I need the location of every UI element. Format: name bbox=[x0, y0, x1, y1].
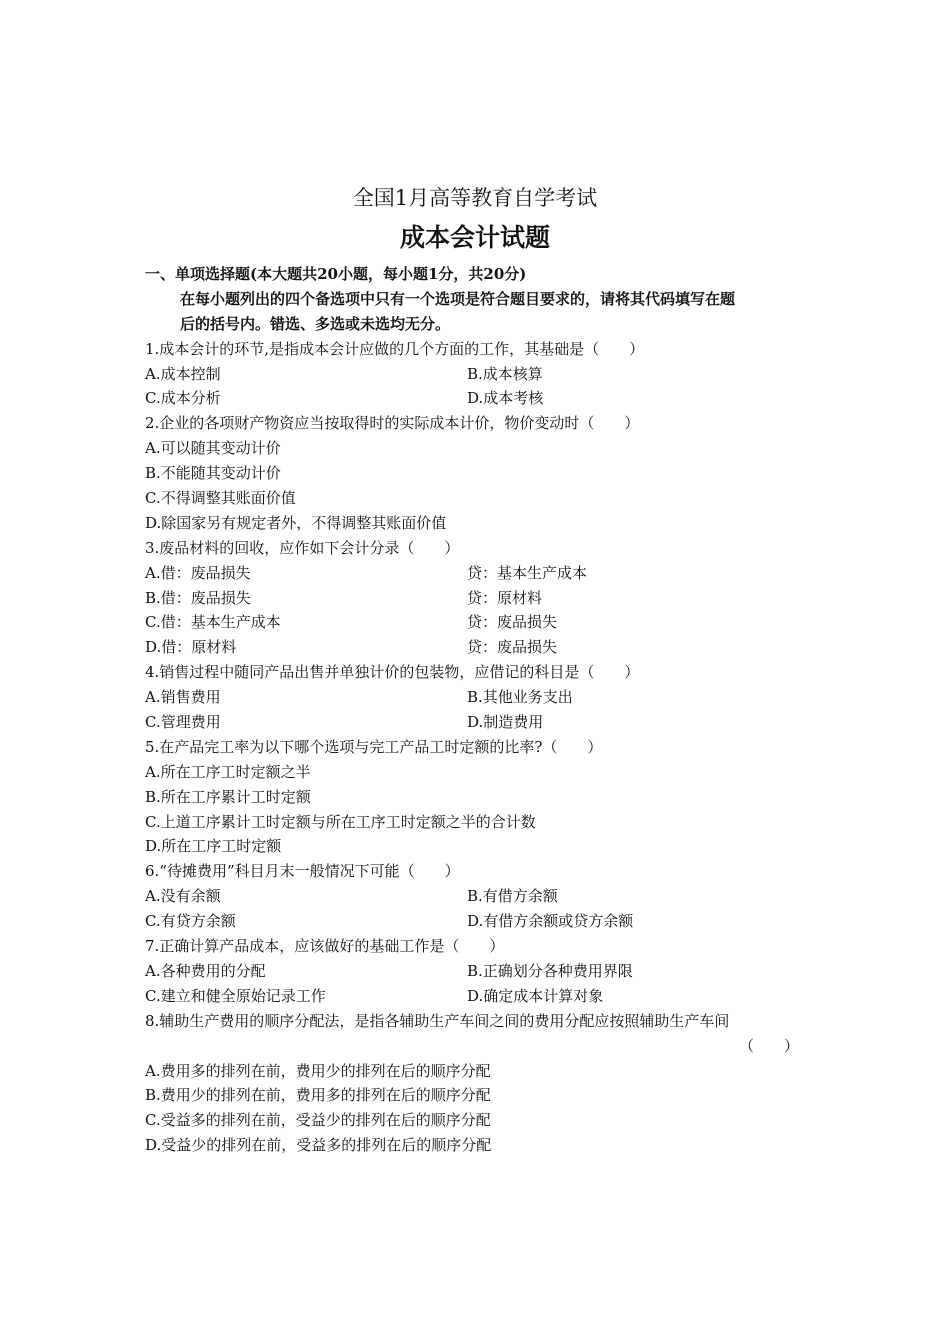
option-a: A.所在工序工时定额之半 bbox=[145, 762, 311, 781]
option-c: C.成本分析 bbox=[145, 389, 221, 408]
question-stem: 7.正确计算产品成本，应该做好的基础工作是（ ） bbox=[145, 937, 505, 956]
question-stem: 5.在产品完工率为以下哪个选项与完工产品工时定额的比率?（ ） bbox=[145, 737, 603, 756]
section-heading: 一、单项选择题(本大题共20小题，每小题1分，共20分) bbox=[145, 265, 527, 283]
option-c: C.有贷方余额 bbox=[145, 912, 236, 931]
option-a: A.借：废品损失 bbox=[145, 563, 251, 582]
option-b: B.成本核算 bbox=[467, 364, 543, 383]
question-stem: 3.废品材料的回收，应作如下会计分录（ ） bbox=[145, 538, 460, 557]
option-d: D.除国家另有规定者外，不得调整其账面价值 bbox=[145, 513, 447, 532]
section-instruction: 后的括号内。错选、多选或未选均无分。 bbox=[180, 314, 451, 333]
option-c: C.受益多的排列在前，受益少的排列在后的顺序分配 bbox=[145, 1111, 491, 1130]
option-a: A.可以随其变动计价 bbox=[145, 439, 281, 458]
option-c-credit: 贷：废品损失 bbox=[467, 613, 558, 632]
option-b: B.费用少的排列在前，费用多的排列在后的顺序分配 bbox=[145, 1086, 491, 1105]
option-row bbox=[145, 959, 805, 984]
option-c: C.管理费用 bbox=[145, 713, 221, 732]
option-row bbox=[145, 710, 805, 735]
option-b: B.正确划分各种费用界限 bbox=[467, 961, 633, 980]
option-d: D.确定成本计算对象 bbox=[467, 986, 604, 1005]
section-instruction: 在每小题列出的四个备选项中只有一个选项是符合题目要求的，请将其代码填写在题 bbox=[180, 289, 736, 308]
option-row bbox=[145, 685, 805, 710]
option-d: D.借：原材料 bbox=[145, 638, 237, 657]
option-a: A.各种费用的分配 bbox=[145, 961, 266, 980]
option-row bbox=[145, 635, 805, 660]
option-a-credit: 贷：基本生产成本 bbox=[467, 563, 588, 582]
option-b: B.所在工序累计工时定额 bbox=[145, 787, 311, 806]
exam-title: 全国1月高等教育自学考试 bbox=[352, 186, 598, 210]
question-stem: 1.成本会计的环节,是指成本会计应做的几个方面的工作，其基础是（ ） bbox=[145, 339, 645, 358]
subject-title: 成本会计试题 bbox=[399, 223, 550, 252]
option-d: D.有借方余额或贷方余额 bbox=[467, 912, 634, 931]
option-d-credit: 贷：废品损失 bbox=[467, 638, 558, 657]
option-a: A.成本控制 bbox=[145, 364, 221, 383]
question-stem: 4.销售过程中随同产品出售并单独计价的包装物，应借记的科目是（ ） bbox=[145, 663, 640, 682]
option-row bbox=[145, 561, 805, 586]
option-row bbox=[145, 884, 805, 909]
option-b: B.不能随其变动计价 bbox=[145, 464, 281, 483]
question-stem: 2.企业的各项财产物资应当按取得时的实际成本计价，物价变动时（ ） bbox=[145, 414, 640, 433]
option-c: C.不得调整其账面价值 bbox=[145, 489, 296, 508]
option-c: C.借：基本生产成本 bbox=[145, 613, 281, 632]
option-d: D.成本考核 bbox=[467, 389, 544, 408]
option-b: B.有借方余额 bbox=[467, 887, 558, 906]
option-row bbox=[145, 909, 805, 934]
option-row bbox=[145, 386, 805, 411]
option-c: C.上道工序累计工时定额与所在工序工时定额之半的合计数 bbox=[145, 812, 536, 831]
option-d: D.制造费用 bbox=[467, 713, 544, 732]
question-stem: 6.“待摊费用”科目月末一般情况下可能（ ） bbox=[145, 862, 460, 881]
option-a: A.没有余额 bbox=[145, 887, 221, 906]
option-row bbox=[145, 362, 805, 387]
option-a: A.销售费用 bbox=[145, 688, 221, 707]
option-row bbox=[145, 610, 805, 635]
question-stem: 8.辅助生产费用的顺序分配法，是指各辅助生产车间之间的费用分配应按照辅助生产车间 bbox=[145, 1011, 730, 1030]
option-d: D.受益少的排列在前，受益多的排列在后的顺序分配 bbox=[145, 1136, 492, 1155]
option-row bbox=[145, 984, 805, 1009]
option-b: B.借：废品损失 bbox=[145, 588, 251, 607]
option-row bbox=[145, 586, 805, 611]
option-a: A.费用多的排列在前，费用少的排列在后的顺序分配 bbox=[145, 1061, 491, 1080]
answer-parentheses: （ ） bbox=[738, 1036, 799, 1055]
question-section bbox=[145, 262, 805, 1158]
option-b-credit: 贷：原材料 bbox=[467, 588, 543, 607]
option-b: B.其他业务支出 bbox=[467, 688, 573, 707]
option-c: C.建立和健全原始记录工作 bbox=[145, 986, 326, 1005]
option-d: D.所在工序工时定额 bbox=[145, 837, 282, 856]
